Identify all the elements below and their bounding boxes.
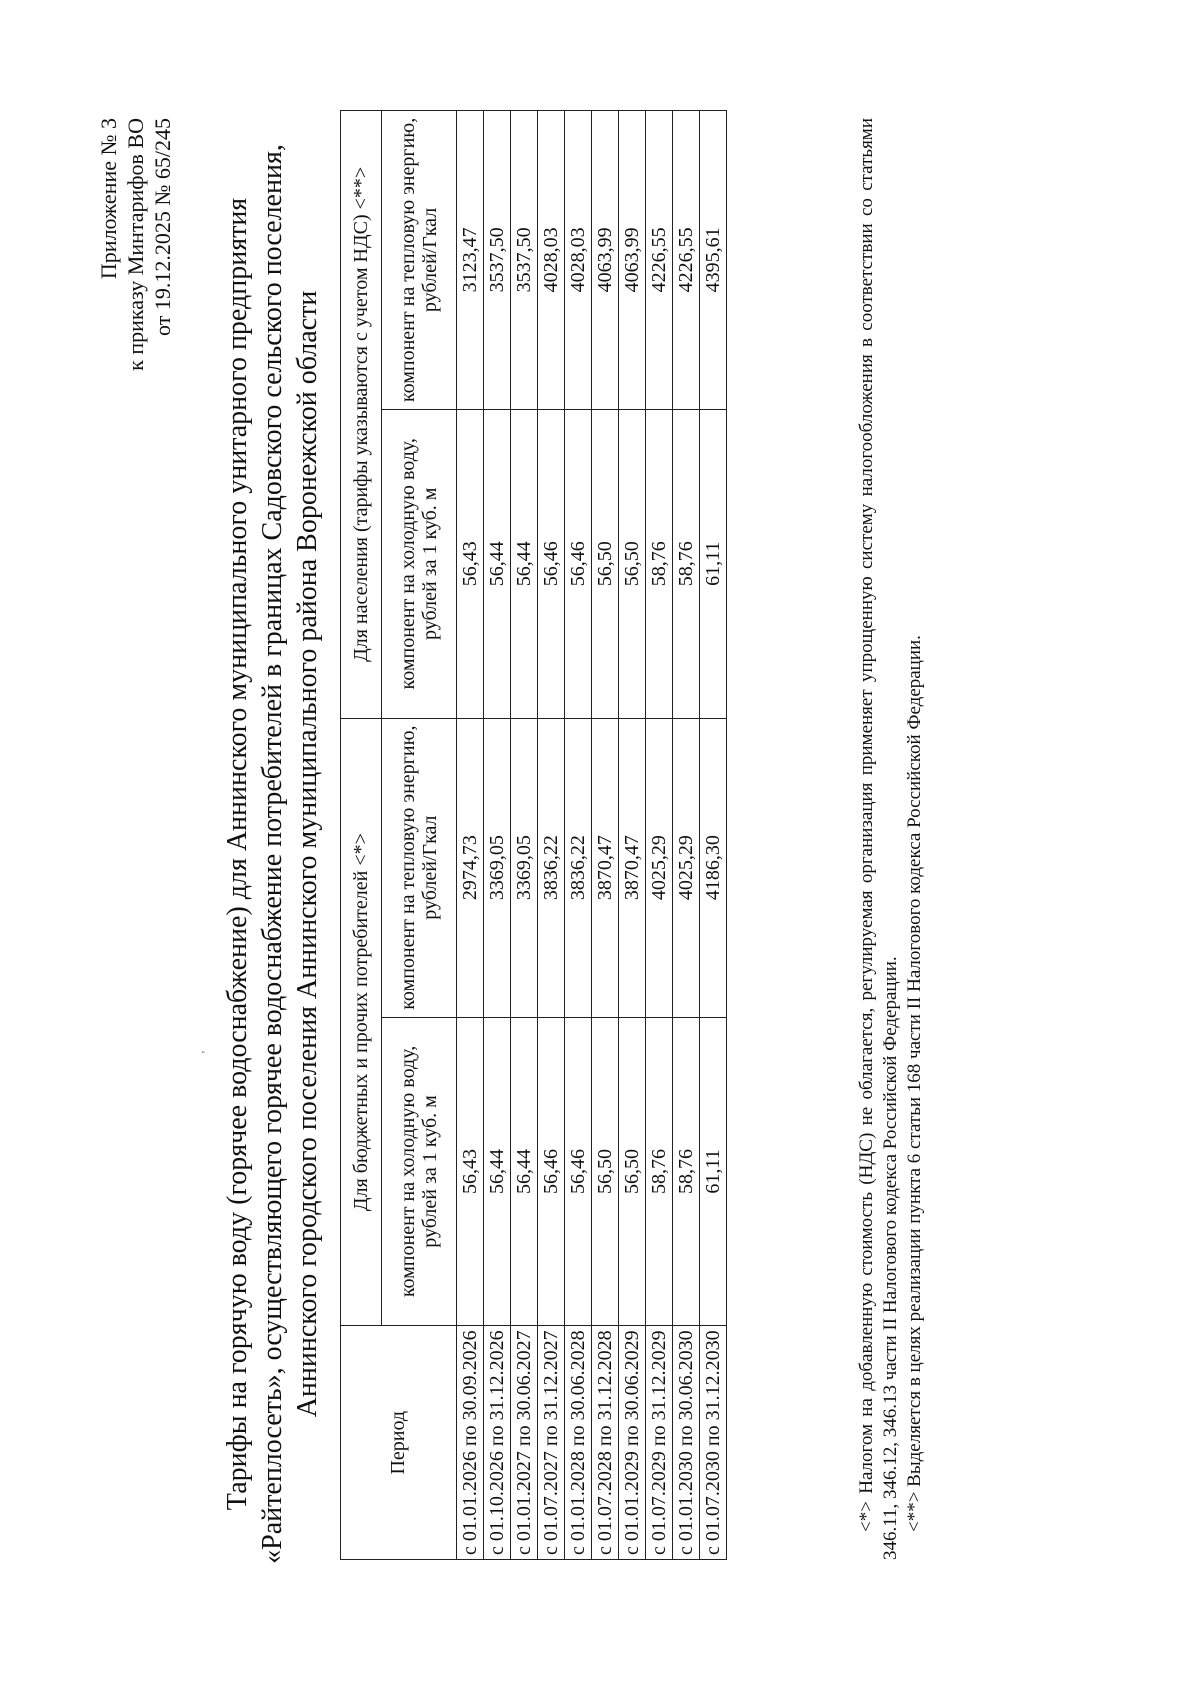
budget-consumers-group-header: Для бюджетных и прочих потребителей <*> (341, 718, 382, 1326)
population-cold-water-cell: 56,44 (484, 409, 511, 718)
table-row (484, 111, 511, 1560)
population-heat-energy-cell: 4226,55 (673, 111, 700, 410)
appendix-order-date: от 19.12.2025 № 65/245 (150, 118, 175, 336)
population-cold-water-header: компонент на холодную воду, рублей за 1 куб. м (382, 409, 457, 718)
budget-cold-water-cell: 58,76 (673, 1017, 700, 1326)
budget-cold-water-cell: 56,46 (538, 1017, 565, 1326)
population-cold-water-cell: 56,46 (538, 409, 565, 718)
appendix-number: Приложение № 3 (96, 118, 121, 280)
budget-cold-water-cell: 56,43 (457, 1017, 484, 1326)
title-line-1: Тарифы на горячую воду (горячее водоснабжение) для Аннинского муниципального унитарного предприятия (222, 197, 253, 1511)
period-cell: с 01.07.2027 по 31.12.2027 (538, 1326, 565, 1560)
table-row (538, 111, 565, 1560)
budget-heat-energy-cell: 4186,30 (700, 718, 727, 1017)
table-row (646, 111, 673, 1560)
population-heat-energy-cell: 4226,55 (646, 111, 673, 410)
budget-heat-energy-cell: 3870,47 (619, 718, 646, 1017)
budget-cold-water-cell: 58,76 (646, 1017, 673, 1326)
table-row (700, 111, 727, 1560)
footnote-vat-allocation: <**> Выделяется в целях реализации пункта 6 статьи 168 части II Налогового кодекса Российской Федерации. (904, 635, 925, 1532)
population-heat-energy-cell: 4063,99 (619, 111, 646, 410)
population-cold-water-cell: 56,46 (565, 409, 592, 718)
table-row (673, 111, 700, 1560)
population-heat-energy-cell: 3537,50 (511, 111, 538, 410)
period-cell: с 01.10.2026 по 31.12.2026 (484, 1326, 511, 1560)
footnotes (855, 118, 927, 1560)
footnote-vat-exemption: <*> Налогом на добавленную стоимость (НДС) не облагается, регулируемая организация применяет упрощенную систему налогообложения в соответствии со статьями 346.11, 346.12, 346.13 части II Налогового кодекса Российской Федерации. (856, 118, 901, 1560)
scan-mark: ’ (200, 1050, 212, 1054)
budget-heat-energy-cell: 4025,29 (673, 718, 700, 1017)
document-page (95, 94, 1105, 1614)
population-heat-energy-cell: 4063,99 (592, 111, 619, 410)
population-cold-water-cell: 56,50 (592, 409, 619, 718)
period-cell: с 01.01.2028 по 30.06.2028 (565, 1326, 592, 1560)
budget-heat-energy-cell: 4025,29 (646, 718, 673, 1017)
budget-heat-energy-cell: 3836,22 (538, 718, 565, 1017)
population-cold-water-cell: 58,76 (673, 409, 700, 718)
period-cell: с 01.01.2030 по 30.06.2030 (673, 1326, 700, 1560)
population-heat-energy-header: компонент на тепловую энергию, рублей/Гкал (382, 111, 457, 410)
title-line-3: Аннинского городского поселения Аннинского муниципального района Воронежской области (292, 290, 323, 1418)
table-row (457, 111, 484, 1560)
period-cell: с 01.01.2029 по 30.06.2029 (619, 1326, 646, 1560)
budget-cold-water-cell: 56,46 (565, 1017, 592, 1326)
budget-cold-water-cell: 56,50 (592, 1017, 619, 1326)
budget-heat-energy-header: компонент на тепловую энергию, рублей/Гкал (382, 718, 457, 1017)
period-cell: с 01.01.2026 по 30.09.2026 (457, 1326, 484, 1560)
budget-cold-water-header: компонент на холодную воду, рублей за 1 куб. м (382, 1017, 457, 1326)
budget-heat-energy-cell: 3870,47 (592, 718, 619, 1017)
budget-heat-energy-cell: 2974,73 (457, 718, 484, 1017)
budget-cold-water-cell: 56,44 (511, 1017, 538, 1326)
period-cell: с 01.07.2028 по 31.12.2028 (592, 1326, 619, 1560)
table-row (565, 111, 592, 1560)
period-cell: с 01.07.2030 по 31.12.2030 (700, 1326, 727, 1560)
table-row (619, 111, 646, 1560)
population-cold-water-cell: 58,76 (646, 409, 673, 718)
period-cell: с 01.07.2029 по 31.12.2029 (646, 1326, 673, 1560)
budget-heat-energy-cell: 3369,05 (484, 718, 511, 1017)
title-line-2: «Райтеплосеть», осуществляющего горячее водоснабжение потребителей в границах Садовского сельского поселения, (257, 144, 288, 1564)
appendix-order-reference: к приказу Минтарифов ВО (123, 118, 148, 371)
population-heat-energy-cell: 4395,61 (700, 111, 727, 410)
period-cell: с 01.01.2027 по 30.06.2027 (511, 1326, 538, 1560)
budget-heat-energy-cell: 3369,05 (511, 718, 538, 1017)
population-heat-energy-cell: 3123,47 (457, 111, 484, 410)
budget-cold-water-cell: 56,50 (619, 1017, 646, 1326)
period-column-header: Период (341, 1326, 457, 1560)
population-cold-water-cell: 56,50 (619, 409, 646, 718)
population-heat-energy-cell: 4028,03 (538, 111, 565, 410)
appendix-header (95, 118, 176, 371)
population-heat-energy-cell: 4028,03 (565, 111, 592, 410)
population-cold-water-cell: 56,44 (511, 409, 538, 718)
budget-cold-water-cell: 56,44 (484, 1017, 511, 1326)
table-row (511, 111, 538, 1560)
population-cold-water-cell: 61,11 (700, 409, 727, 718)
population-group-header: Для населения (тарифы указываются с учетом НДС) <**> (341, 111, 382, 719)
budget-cold-water-cell: 61,11 (700, 1017, 727, 1326)
table-row (592, 111, 619, 1560)
document-title (220, 94, 325, 1614)
budget-heat-energy-cell: 3836,22 (565, 718, 592, 1017)
population-cold-water-cell: 56,43 (457, 409, 484, 718)
tariff-table (340, 110, 727, 1560)
population-heat-energy-cell: 3537,50 (484, 111, 511, 410)
